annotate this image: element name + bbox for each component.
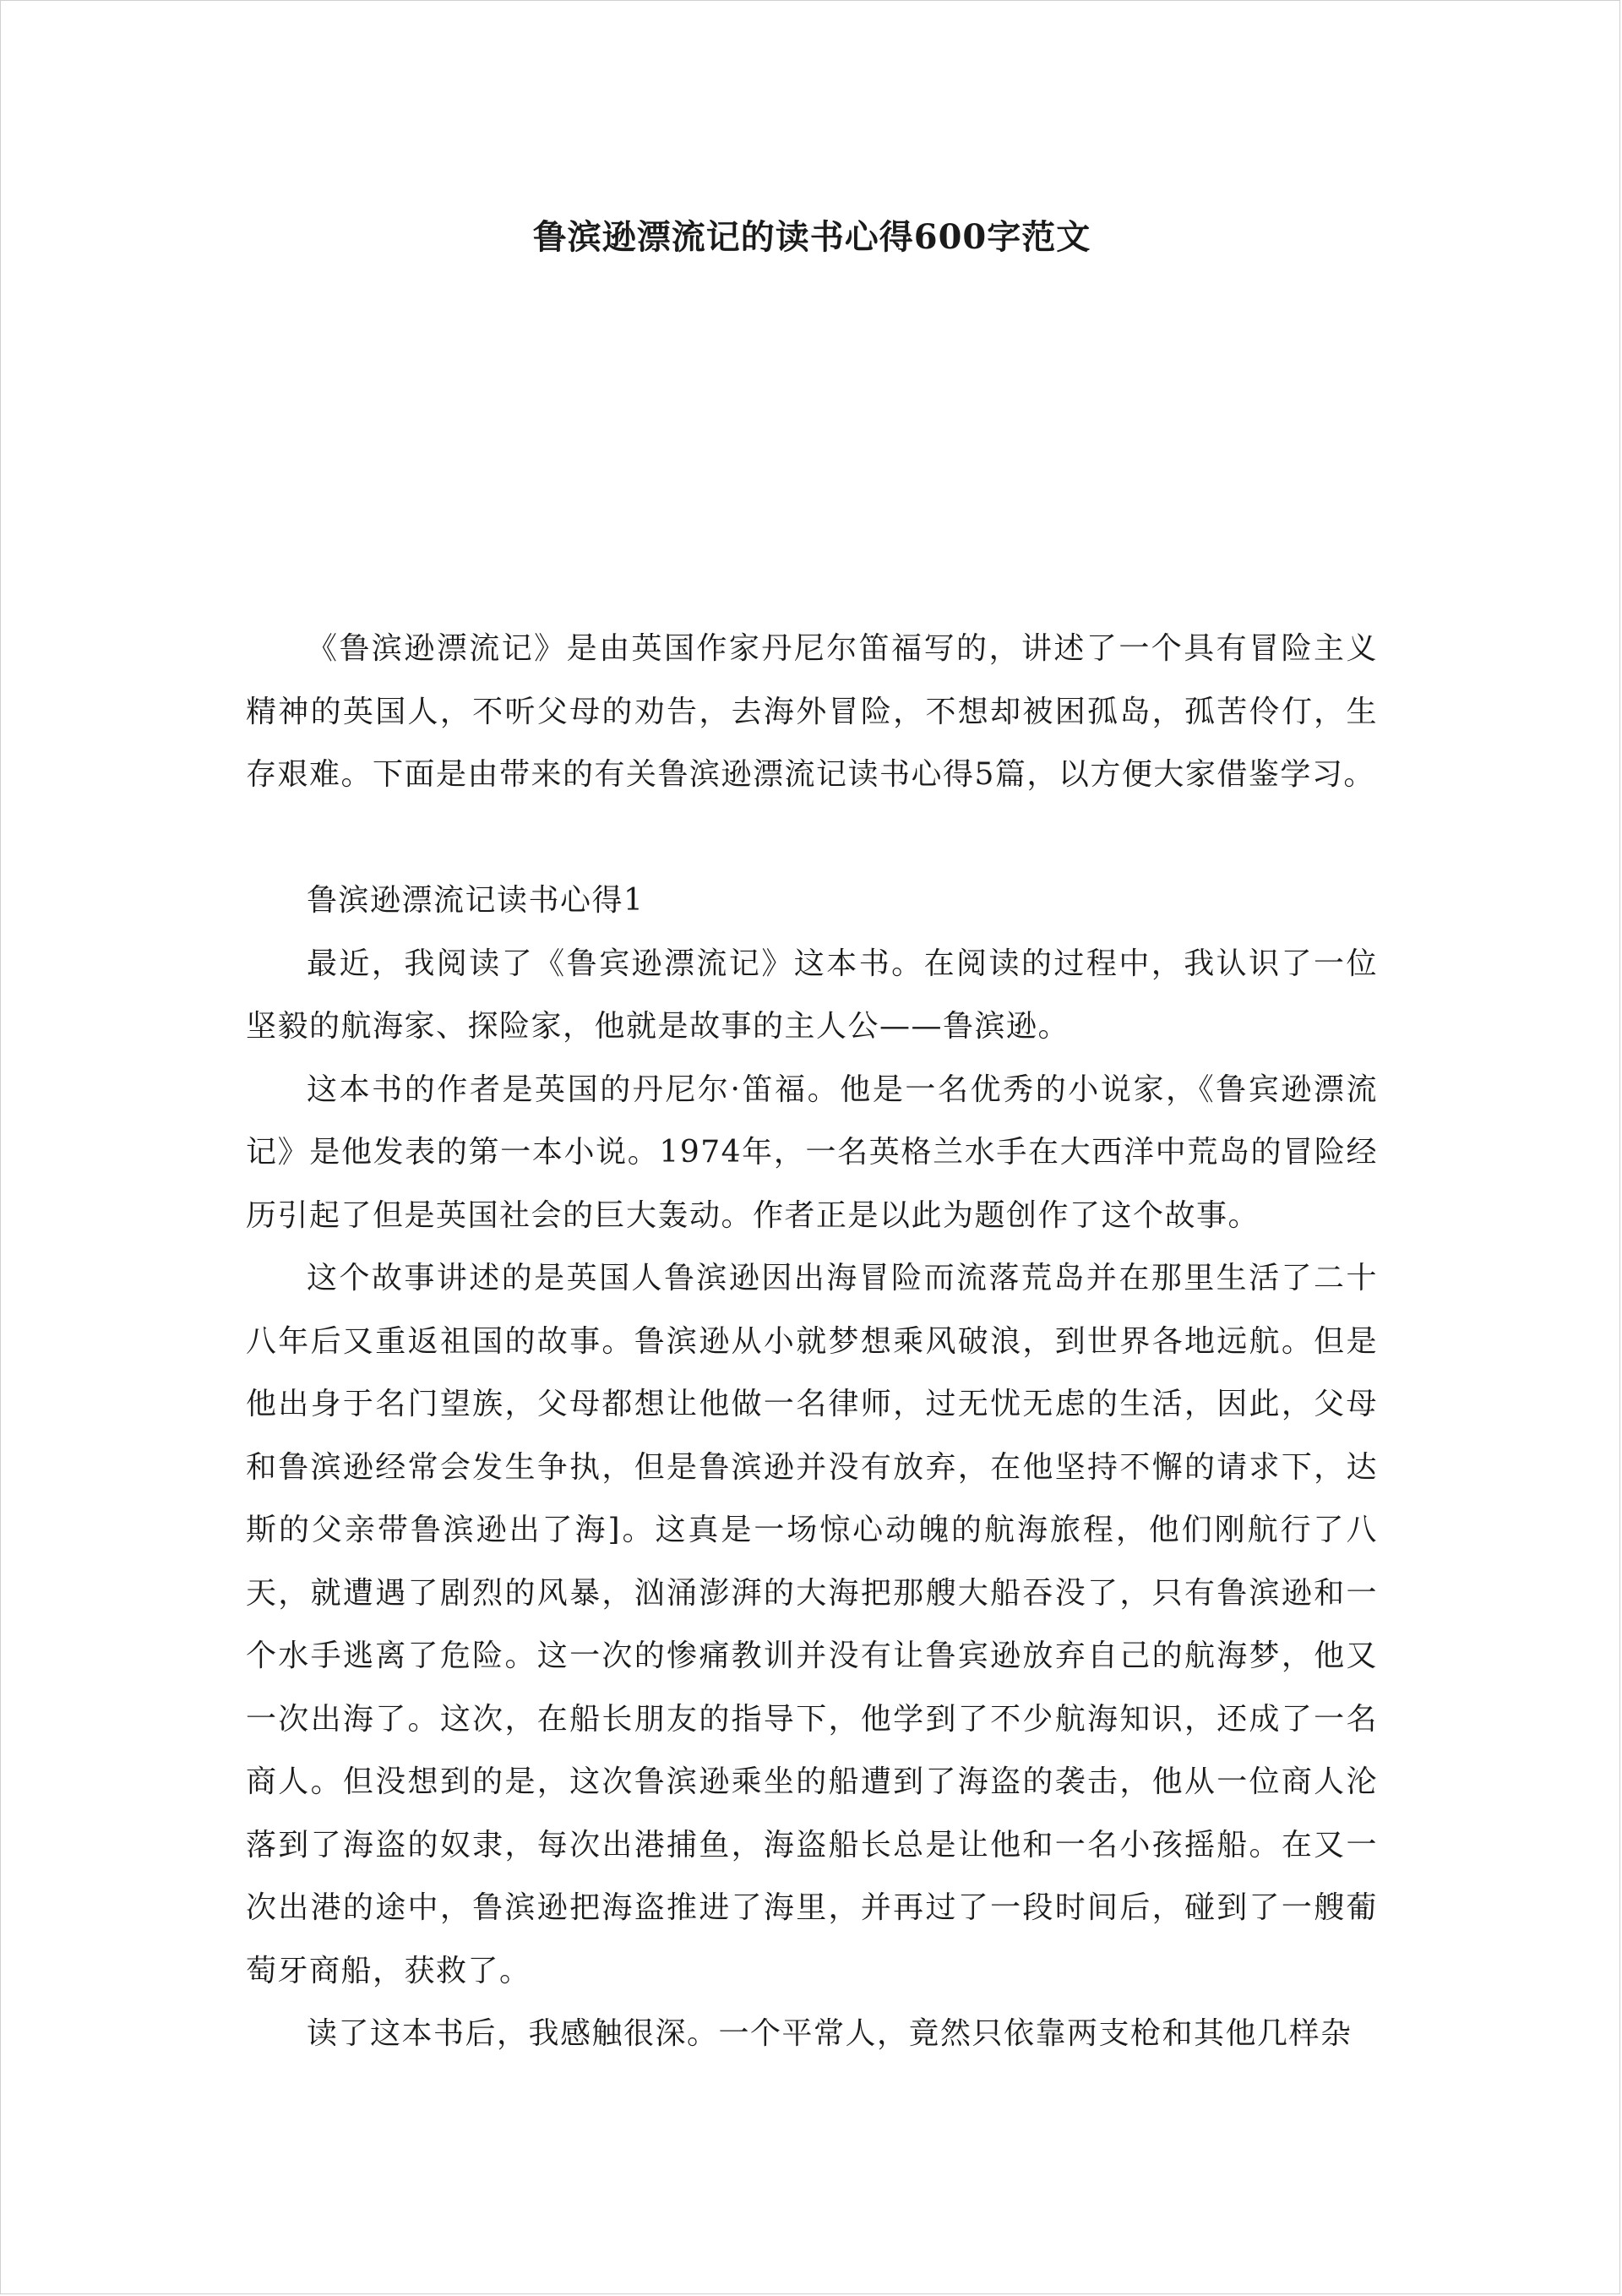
paragraph-spacer xyxy=(246,807,1378,870)
body-paragraph: 最近，我阅读了《鲁宾逊漂流记》这本书。在阅读的过程中，我认识了一位坚毅的航海家、探险家，他就是故事的主人公——鲁滨逊。 xyxy=(246,946,1378,1044)
body-paragraph: 读了这本书后，我感触很深。一个平常人，竟然只依靠两支枪和其他几样杂 xyxy=(307,2016,1353,2051)
section-heading: 鲁滨逊漂流记读书心得1 xyxy=(307,883,645,918)
document-title: 鲁滨逊漂流记的读书心得600字范文 xyxy=(532,217,1091,257)
intro-paragraph: 《鲁滨逊漂流记》是由英国作家丹尼尔笛福写的，讲述了一个具有冒险主义精神的英国人，不听父母的劝告，去海外冒险，不想却被困孤岛，孤苦伶仃，生存艰难。下面是由带来的有关鲁滨逊漂流记读书心得5篇，以方便大家借鉴学习。 xyxy=(246,631,1378,792)
body-paragraph: 这本书的作者是英国的丹尼尔·笛福。他是一名优秀的小说家，《鲁宾逊漂流记》是他发表的第一本小说。1974年，一名英格兰水手在大西洋中荒岛的冒险经历引起了但是英国社会的巨大轰动。作者正是以此为题创作了这个故事。 xyxy=(246,1072,1378,1233)
document-body xyxy=(246,618,1378,2066)
body-paragraph: 这个故事讲述的是英国人鲁滨逊因出海冒险而流落荒岛并在那里生活了二十八年后又重返祖国的故事。鲁滨逊从小就梦想乘风破浪，到世界各地远航。但是他出身于名门望族，父母都想让他做一名律师，过无忧无虑的生活，因此，父母和鲁滨逊经常会发生争执，但是鲁滨逊并没有放弃，在他坚持不懈的请求下，达斯的父亲带鲁滨逊出了海]。这真是一场惊心动魄的航海旅程，他们刚航行了八天，就遭遇了剧烈的风暴，汹涌澎湃的大海把那艘大船吞没了，只有鲁滨逊和一个水手逃离了危险。这一次的惨痛教训并没有让鲁宾逊放弃自己的航海梦，他又一次出海了。这次，在船长朋友的指导下，他学到了不少航海知识，还成了一名商人。但没想到的是，这次鲁滨逊乘坐的船遭到了海盗的袭击，他从一位商人沦落到了海盗的奴隶，每次出港捕鱼，海盗船长总是让他和一名小孩摇船。在又一次出港的途中，鲁滨逊把海盗推进了海里，并再过了一段时间后，碰到了一艘葡萄牙商船，获救了。 xyxy=(246,1261,1378,1988)
